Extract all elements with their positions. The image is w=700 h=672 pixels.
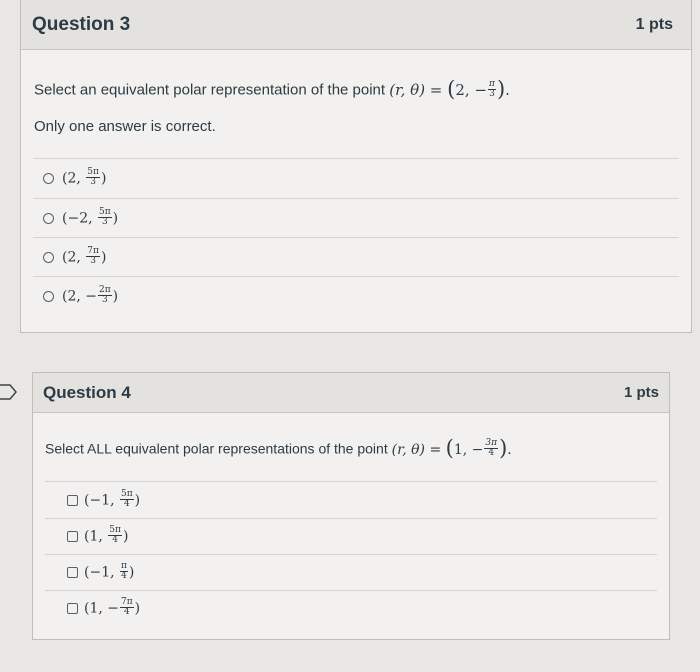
question-bookmark-icon[interactable] bbox=[0, 383, 20, 401]
answer-option[interactable]: (2, $\frac{5\pi}{3}$ ) bbox=[33, 158, 679, 198]
checkbox[interactable] bbox=[67, 531, 78, 542]
question-3-card bbox=[20, 0, 692, 333]
question-3-title: Question 3 bbox=[32, 13, 131, 35]
checkbox[interactable] bbox=[67, 567, 78, 578]
question-4-points: 1 pts bbox=[623, 384, 659, 401]
question-3-answer-list bbox=[33, 158, 679, 315]
question-4-card bbox=[32, 372, 670, 640]
question-3-points: 1 pts bbox=[635, 15, 673, 33]
answer-option[interactable]: (1, − $\frac{7\pi}{4}$ ) bbox=[45, 590, 657, 626]
question-4-answer-list bbox=[45, 481, 657, 626]
question-4-header bbox=[33, 373, 669, 413]
radio-button[interactable] bbox=[43, 173, 54, 184]
answer-option[interactable]: (2, $\frac{7\pi}{3}$ ) bbox=[33, 237, 679, 276]
answer-option[interactable]: (1, $\frac{5\pi}{4}$ ) bbox=[45, 518, 657, 554]
checkbox[interactable] bbox=[67, 495, 78, 506]
answer-option[interactable]: (2, − $\frac{2\pi}{3}$ ) bbox=[33, 276, 679, 315]
radio-button[interactable] bbox=[43, 213, 54, 224]
question-4-title: Question 4 bbox=[43, 382, 131, 402]
answer-option[interactable]: (−2, $\frac{5\pi}{3}$ ) bbox=[33, 198, 679, 237]
answer-option[interactable]: (−1, $\frac{\pi}{4}$ ) bbox=[45, 554, 657, 590]
question-4-prompt: Select ALL equivalent polar representations of the point (r, θ) = (1, − $\frac{3\pi}{4}$ ). bbox=[45, 436, 512, 460]
answer-option[interactable]: (−1, $\frac{5\pi}{4}$ ) bbox=[45, 481, 657, 518]
radio-button[interactable] bbox=[43, 252, 54, 263]
question-3-prompt: Select an equivalent polar representation of the point (r, θ) = (2, − $\frac{\pi}{3}$ ). bbox=[34, 77, 510, 101]
checkbox[interactable] bbox=[67, 603, 78, 614]
question-3-header bbox=[21, 0, 691, 50]
question-3-note: Only one answer is correct. bbox=[34, 118, 216, 135]
radio-button[interactable] bbox=[43, 291, 54, 302]
